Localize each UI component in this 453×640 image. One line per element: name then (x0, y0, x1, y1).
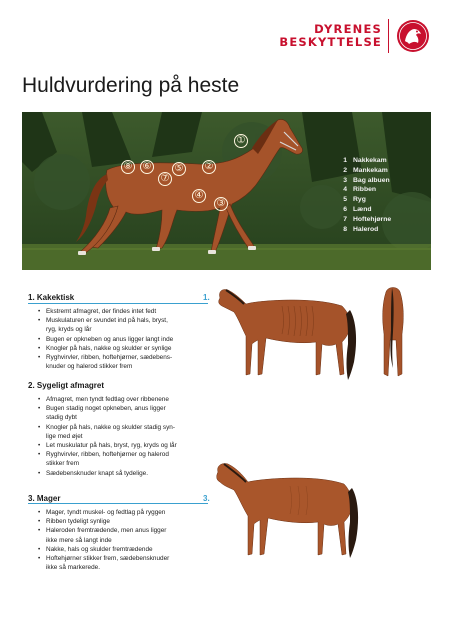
hero-photo (22, 112, 431, 270)
list-item: • Bugen stadig noget opkneben, anus ligger (38, 404, 213, 413)
list-item-continuation: knuder og halerod stikker frem (46, 363, 133, 371)
horse-illustration-kakektisk-rear (378, 284, 408, 382)
logo (279, 18, 431, 54)
legend-num: 4 (343, 186, 347, 194)
marker-7: ⑦ (158, 172, 172, 186)
legend-num: 8 (343, 225, 347, 233)
section-rule (28, 303, 208, 304)
legend-row (342, 225, 391, 235)
list-item: • Bugen er opkneben og anus ligger langt inde (38, 335, 213, 344)
legend-label: Lænd (353, 205, 372, 213)
legend-row (342, 156, 391, 166)
legend-label: Mankekam (353, 166, 388, 174)
legend-label: Ryg (353, 196, 366, 204)
marker-2: ② (202, 160, 216, 174)
marker-1: ① (234, 134, 248, 148)
list-item: • Sædebensknuder knapt så tydelige. (38, 469, 213, 478)
list-item: • Ekstremt afmagret, der findes intet fedt (38, 307, 213, 316)
section-heading: 3. Mager (28, 494, 61, 503)
section-rule (28, 503, 208, 504)
list-item: • Mager, tyndt muskel- og fedtlag på ryggen (38, 508, 213, 517)
hero-legend (342, 156, 391, 234)
list-item-continuation: ikke så markerede. (46, 564, 100, 572)
list-item: • Muskulaturen er svundet ind på hals, bryst, (38, 316, 213, 325)
list-item: • Knogler på hals, nakke og skulder er synlige (38, 344, 213, 353)
logo-line-2: BESKYTTELSE (279, 35, 382, 49)
section-mager (28, 494, 213, 572)
legend-label: Ribben (353, 186, 377, 194)
logo-seal-icon (395, 18, 431, 54)
logo-text (279, 23, 382, 49)
section-sygeligt-afmagret (28, 381, 213, 478)
legend-row (342, 185, 391, 195)
list-item-continuation: ikke mere så langt inde (46, 536, 112, 544)
legend-row (342, 166, 391, 176)
list-item: • Ryghvirvler, ribben, hoftehjørner og halerod (38, 450, 213, 459)
marker-5: ⑤ (172, 162, 186, 176)
legend-num: 7 (343, 215, 347, 223)
list-item: • Afmagret, men tyndt fedtlag over ribbenene (38, 395, 213, 404)
legend-row (342, 205, 391, 215)
list-item: • Let muskulatur på hals, bryst, ryg, kryds og lår (38, 441, 213, 450)
horse-illustration-kakektisk-side (212, 284, 372, 382)
marker-8: ⑧ (121, 160, 135, 174)
legend-row (342, 195, 391, 205)
list-item-continuation: stikker frem (46, 460, 80, 468)
list-item: • Knogler på hals, nakke og skulder stadig syn- (38, 423, 213, 432)
horse-illustration-mager (212, 460, 372, 560)
section-heading: 2. Sygeligt afmagret (28, 381, 105, 390)
list-item: • Ryghvirvler, ribben, hoftehjørner, sædebens- (38, 353, 213, 362)
section-number: 3. (203, 494, 210, 503)
legend-num: 3 (343, 176, 347, 184)
section-heading: 1. Kakektisk (28, 293, 75, 302)
section-number: 1. (203, 293, 210, 302)
list-item: • Ribben tydeligt synlige (38, 517, 213, 526)
list-item-continuation: ryg, kryds og lår (46, 326, 92, 334)
legend-row (342, 215, 391, 225)
section-kakektisk (28, 293, 213, 371)
bullet-list (28, 307, 213, 371)
marker-6: ⑥ (140, 160, 154, 174)
bullet-list (28, 508, 213, 572)
legend-label: Bag albuen (353, 176, 390, 184)
legend-row (342, 176, 391, 186)
list-item: • Nakke, hals og skulder fremtrædende (38, 545, 213, 554)
list-item: • Hoftehjørner stikker frem, sædebensknuder (38, 554, 213, 563)
logo-divider (388, 19, 389, 53)
list-item: • Haleroden fremtrædende, men anus ligger (38, 526, 213, 535)
list-item-continuation: lige med øjet (46, 432, 83, 440)
marker-4: ④ (192, 189, 206, 203)
legend-num: 1 (343, 157, 347, 164)
legend-label: Halerod (353, 225, 379, 233)
bullet-list (28, 395, 213, 478)
legend-num: 2 (343, 166, 347, 174)
legend-num: 6 (343, 205, 347, 213)
list-item-continuation: stadig dybt (46, 414, 77, 422)
marker-3: ③ (214, 197, 228, 211)
legend-label: Nakkekam (353, 157, 387, 164)
logo-line-1: DYRENES (314, 22, 382, 36)
legend-num: 5 (343, 196, 347, 204)
page-title: Huldvurdering på heste (22, 74, 240, 97)
legend-label: Hoftehjørne (353, 215, 392, 223)
